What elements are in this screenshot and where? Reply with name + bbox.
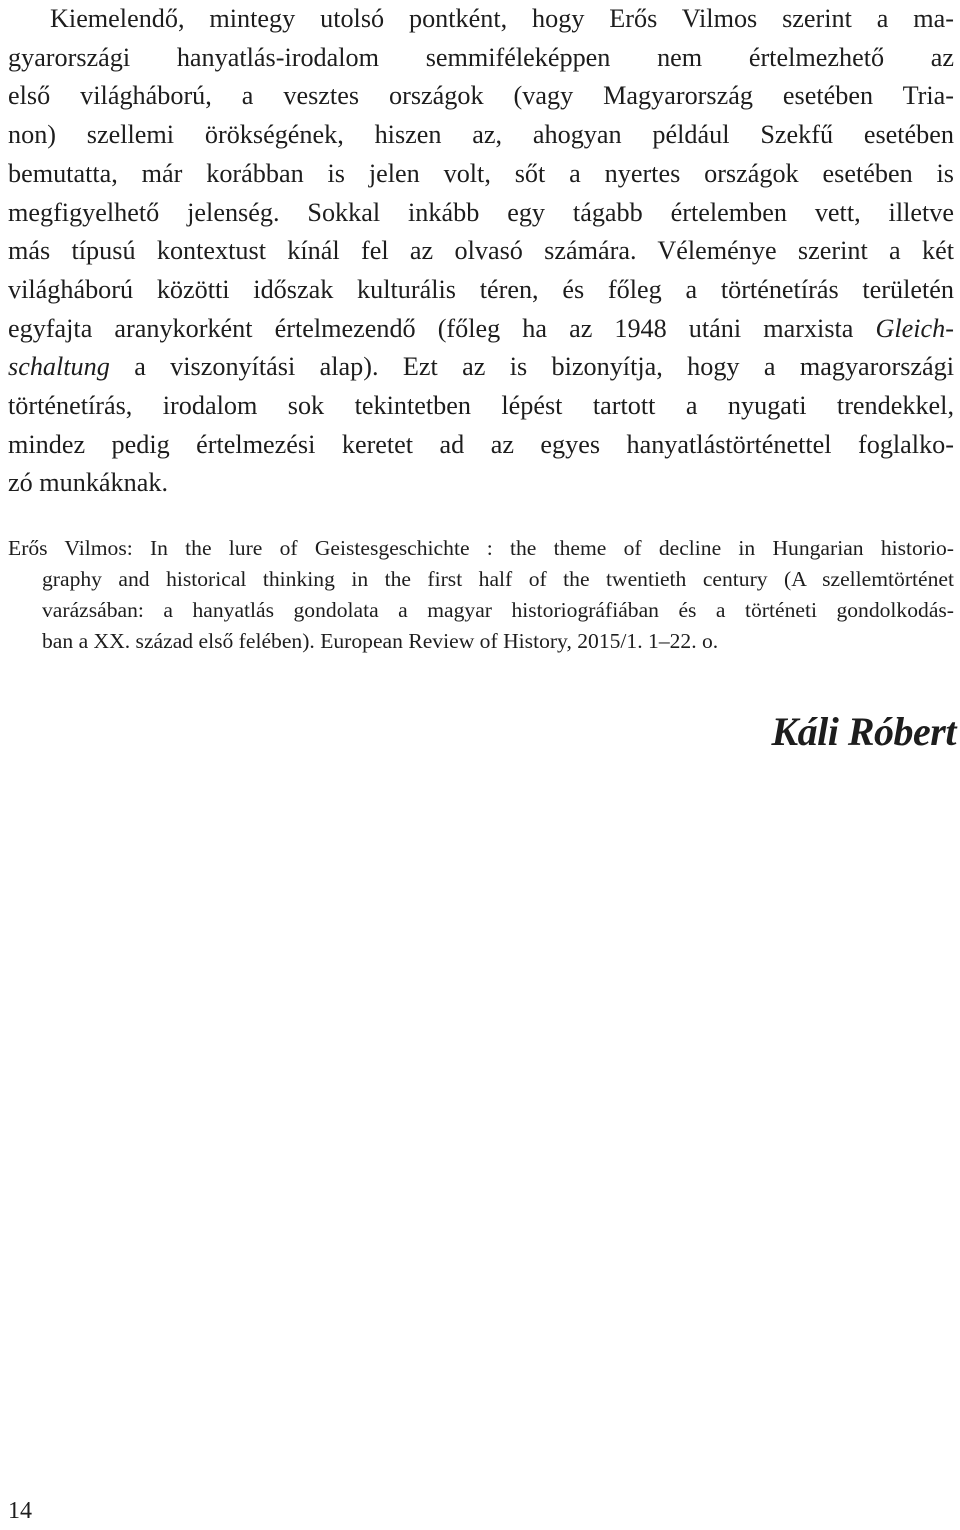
page-number: 14 [8, 1498, 32, 1524]
body-line-with-italic [8, 348, 954, 387]
body-line: gyarországi hanyatlás-irodalom semmiféleképpen nem értelmezhető az [8, 42, 954, 72]
body-line: zó munkáknak. [8, 468, 168, 498]
body-line: megfigyelhető jelenség. Sokkal inkább egy tágabb értelemben vett, illetve [8, 197, 954, 227]
body-line: első világháború, a vesztes országok (vagy Magyarország esetében Tria- [8, 81, 954, 111]
reference-line: varázsában: a hanyatlás gondolata a magyar historiográfiában és a történeti gondolkodás- [42, 598, 954, 622]
body-line: non) szellemi örökségének, hiszen az, ahogyan például Szekfű esetében [8, 120, 954, 150]
body-line-text: a viszonyítási alap). Ezt az is bizonyítja, hogy a magyarországi [109, 352, 954, 382]
body-line: bemutatta, már korábban is jelen volt, sőt a nyertes országok esetében is [8, 158, 954, 188]
body-line: történetírás, irodalom sok tekintetben lépést tartott a nyugati trendekkel, [8, 391, 954, 421]
italic-term: schaltung [8, 352, 110, 382]
body-line: más típusú kontextust kínál fel az olvasó számára. Véleménye szerint a két [8, 236, 954, 266]
body-line: világháború közötti időszak kulturális téren, és főleg a történetírás területén [8, 274, 954, 304]
body-line-text: egyfajta aranykorként értelmezendő (főleg ha az 1948 utáni marxista [8, 313, 854, 343]
reference-line: graphy and historical thinking in the first half of the twentieth century (A szellemtörténet [42, 567, 954, 591]
author-signature: Káli Róbert [771, 709, 956, 754]
italic-term: Gleich- [875, 313, 954, 343]
body-paragraph [8, 0, 954, 503]
body-line: Kiemelendő, mintegy utolsó pontként, hogy Erős Vilmos szerint a ma- [50, 4, 954, 33]
body-line-with-italic [8, 310, 954, 349]
reference-line: Erős Vilmos: In the lure of Geistesgeschichte : the theme of decline in Hungarian historio- [8, 536, 954, 560]
bibliographic-reference [8, 533, 954, 657]
reference-line: ban a XX. század első felében). European Review of History, 2015/1. 1–22. o. [42, 629, 719, 653]
body-line: mindez pedig értelmezési keretet ad az egyes hanyatlástörténettel foglalko- [8, 429, 954, 459]
